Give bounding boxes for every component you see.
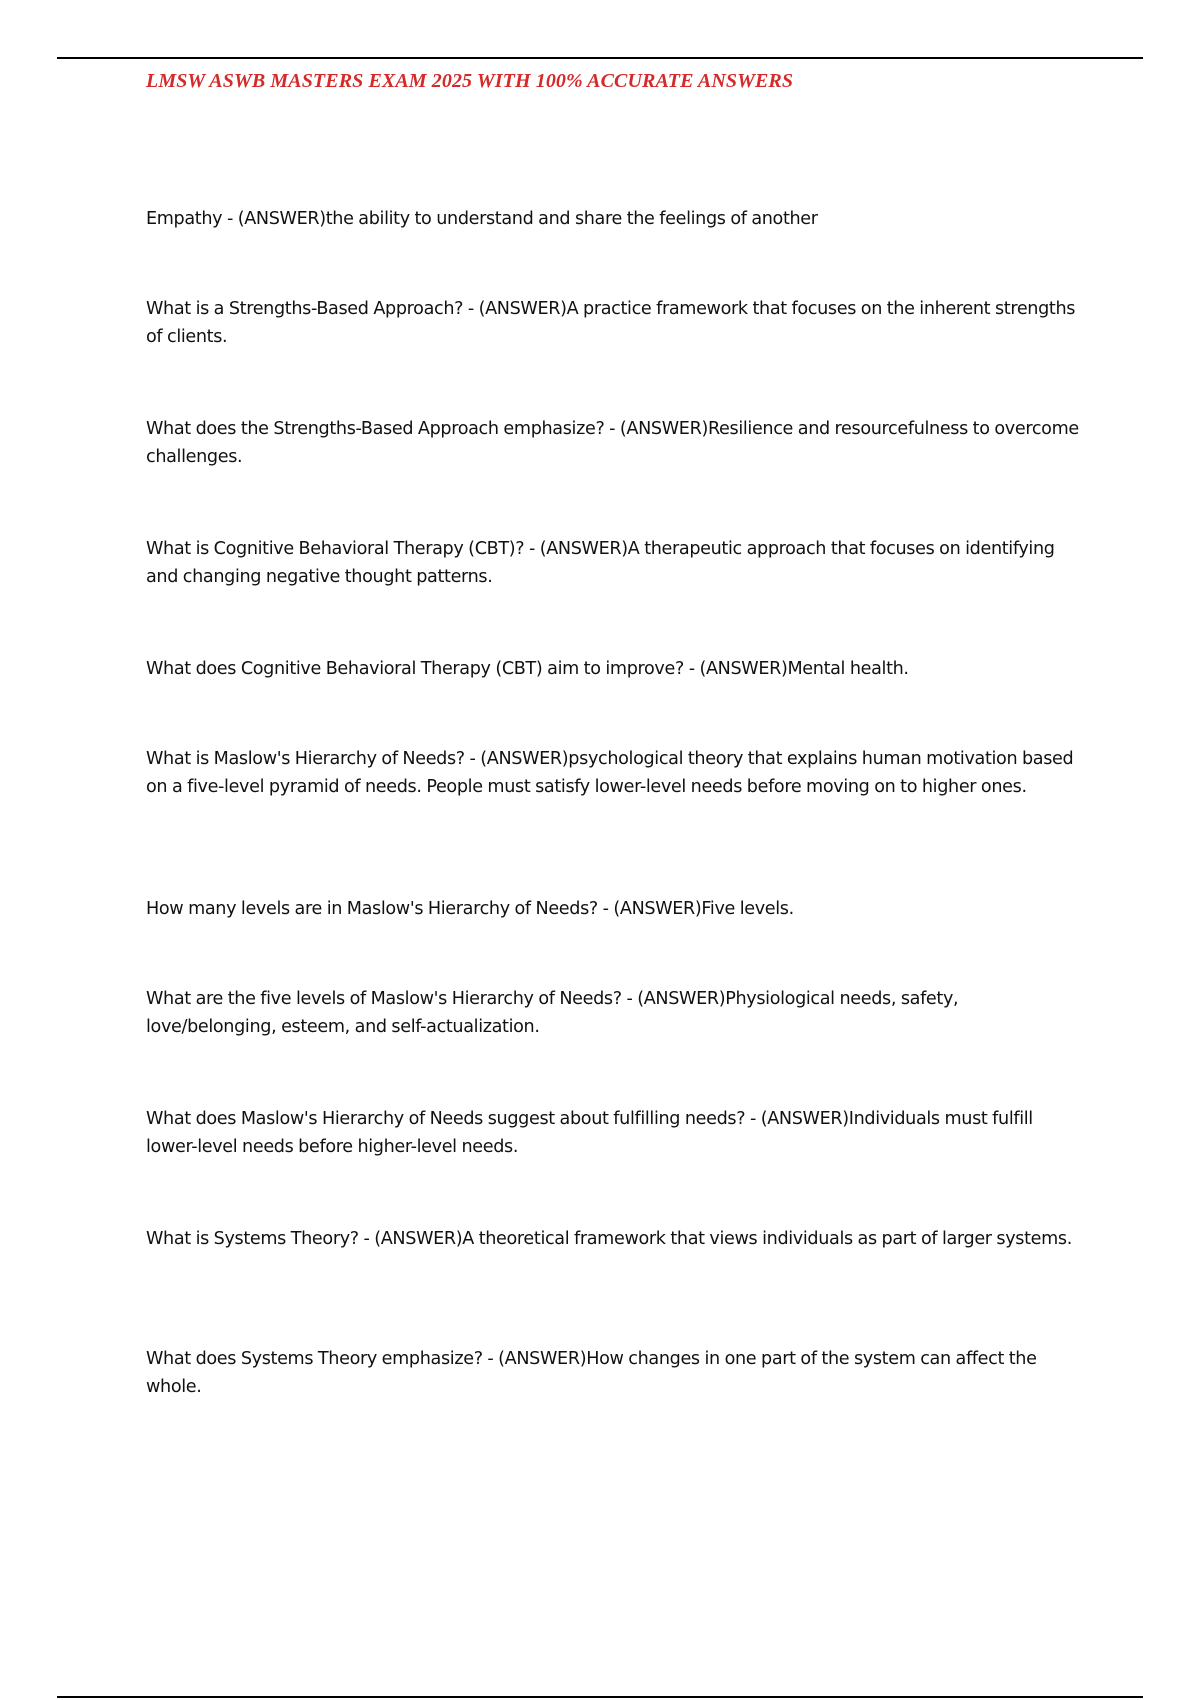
qa-entry-strengths-based-definition: What is a Strengths-Based Approach? - (ANSWER)A practice framework that focuses on the inherent strengths of clients. bbox=[146, 299, 1076, 347]
qa-entry-maslow-level-count: How many levels are in Maslow's Hierarchy of Needs? - (ANSWER)Five levels. bbox=[146, 899, 794, 919]
header-rule bbox=[57, 57, 1143, 59]
qa-entry-maslow-definition: What is Maslow's Hierarchy of Needs? - (ANSWER)psychological theory that explains human motivation based on a five-level pyramid of needs. People must satisfy lower-level needs before moving on to higher ones. bbox=[146, 749, 1074, 797]
qa-entry-strengths-based-emphasis: What does the Strengths-Based Approach emphasize? - (ANSWER)Resilience and resourcefulness to overcome challenges. bbox=[146, 419, 1079, 467]
qa-entry-systems-theory-emphasis: What does Systems Theory emphasize? - (ANSWER)How changes in one part of the system can affect the whole. bbox=[146, 1349, 1037, 1397]
qa-entry-maslow-fulfilling-needs: What does Maslow's Hierarchy of Needs suggest about fulfilling needs? - (ANSWER)Individuals must fulfill lower-level needs before higher-level needs. bbox=[146, 1109, 1033, 1157]
qa-entry-maslow-levels: What are the five levels of Maslow's Hierarchy of Needs? - (ANSWER)Physiological needs, safety, love/belonging, esteem, and self-actualization. bbox=[146, 989, 959, 1037]
qa-entry-systems-theory-definition: What is Systems Theory? - (ANSWER)A theoretical framework that views individuals as part of larger systems. bbox=[146, 1229, 1072, 1249]
qa-entry-cbt-definition: What is Cognitive Behavioral Therapy (CBT)? - (ANSWER)A therapeutic approach that focuses on identifying and changing negative thought patterns. bbox=[146, 539, 1055, 587]
qa-entry-empathy: Empathy - (ANSWER)the ability to understand and share the feelings of another bbox=[146, 209, 818, 229]
qa-entry-cbt-aim: What does Cognitive Behavioral Therapy (CBT) aim to improve? - (ANSWER)Mental health. bbox=[146, 659, 909, 679]
document-title: LMSW ASWB MASTERS EXAM 2025 WITH 100% ACCURATE ANSWERS bbox=[146, 70, 794, 92]
footer-rule bbox=[57, 1696, 1143, 1698]
